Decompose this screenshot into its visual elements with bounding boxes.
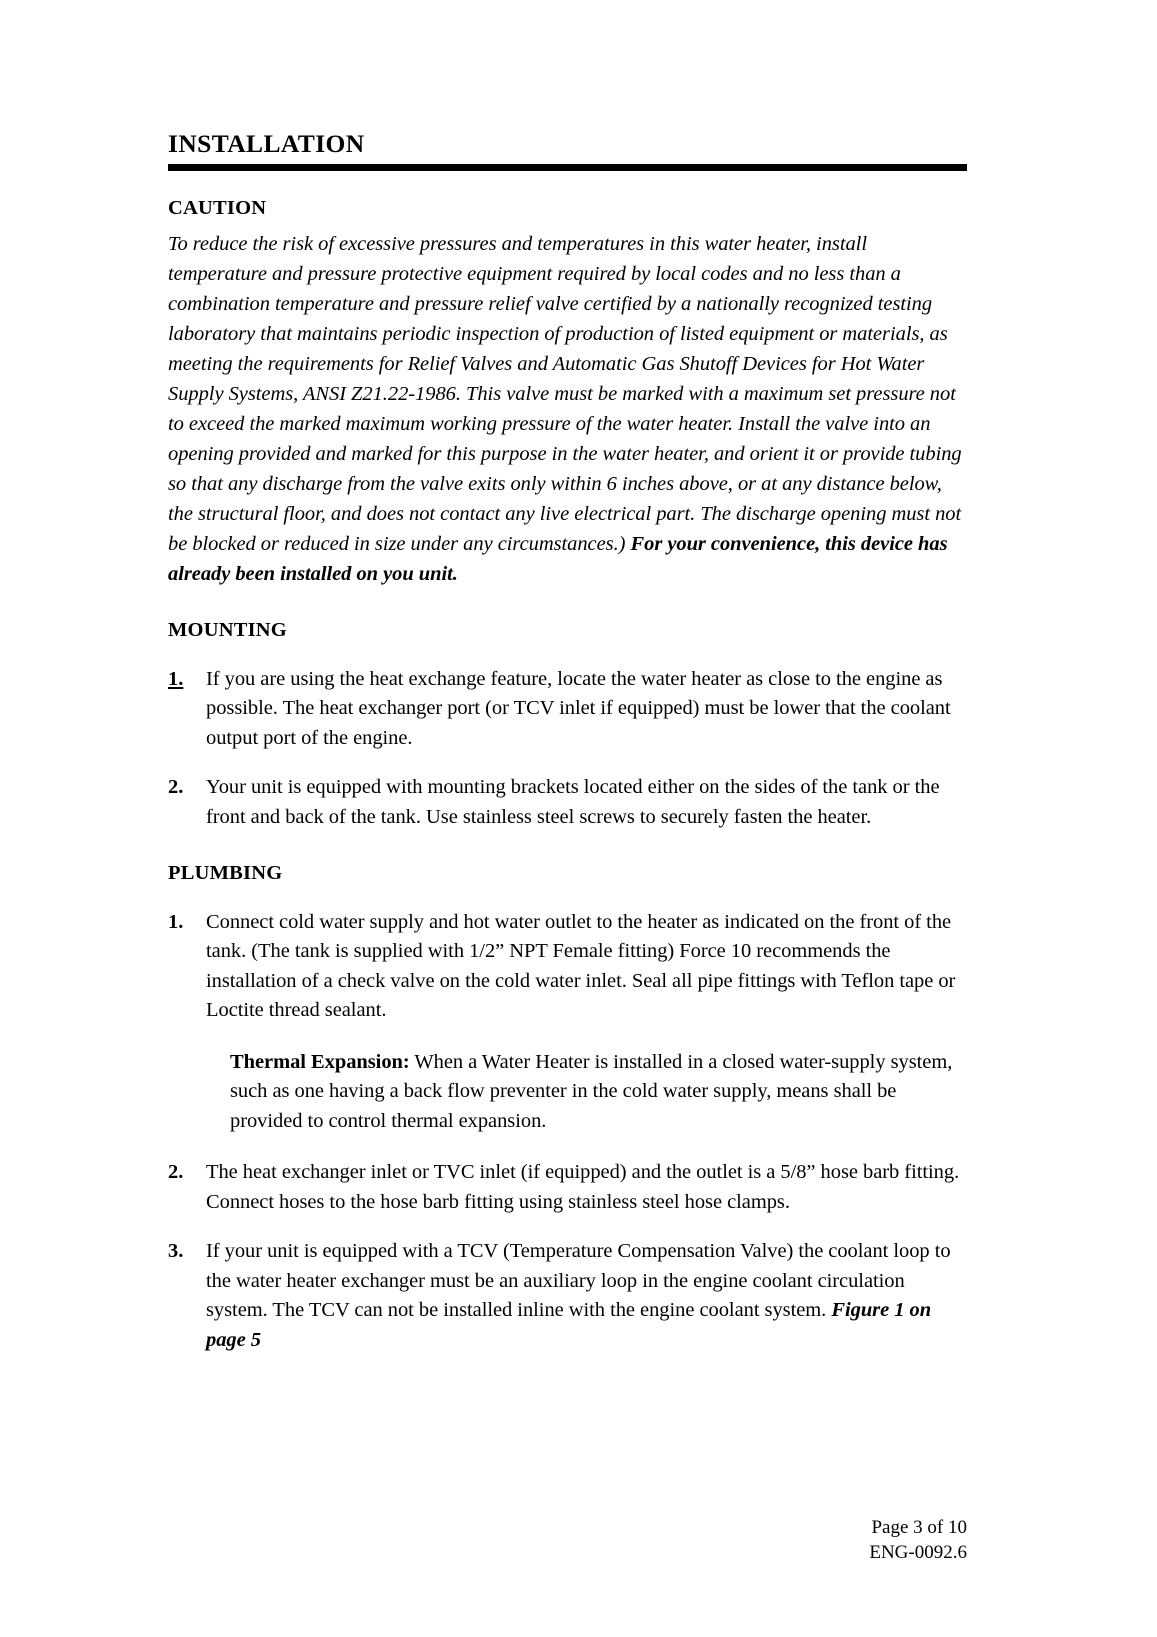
list-item (168, 665, 967, 754)
list-item-text: If you are using the heat exchange feature, locate the water heater as close to the engine as possible. The heat exchanger port (or TCV inlet if equipped) must be lower that the coolant output port of the engine. (206, 667, 951, 749)
section-heading-plumbing: PLUMBING (168, 862, 283, 885)
list-item-text: The heat exchanger inlet or TVC inlet (if equipped) and the outlet is a 5/8” hose barb fitting. Connect hoses to the hose barb fitting using stainless steel hose clamps. (206, 1161, 960, 1213)
thermal-expansion-text: When a Water Heater is installed in a closed water-supply system, such as one having a back flow preventer in the cold water supply, means shall be provided to control thermal expansion. (230, 1050, 953, 1132)
footer-doc-code: ENG-0092.6 (869, 1541, 967, 1563)
section-heading-caution: CAUTION (168, 197, 267, 220)
list-item (168, 1158, 967, 1217)
list-item (168, 1237, 967, 1355)
footer-page-number: Page 3 of 10 (871, 1516, 967, 1538)
list-item-marker: 1. (168, 910, 184, 933)
caution-body-text: To reduce the risk of excessive pressures and temperatures in this water heater, install temperature and pressure protective equipment required by local codes and no less than a combination temperature and pressure relief valve certified by a nationally recognized testing laboratory that maintains periodic inspection of production of listed equipment or materials, as meeting the requirements for Relief Valves and Automatic Gas Shutoff Devices for Hot Water Supply Systems, ANSI Z21.22-1986. This valve must be marked with a maximum set pressure not to exceed the marked maximum working pressure of the water heater. Install the valve into an opening provided and marked for this purpose in the water heater, and orient it or provide tubing so that any discharge from the valve exits only within 6 inches above, or at any distance below, the structural floor, and does not contact any live electrical part. The discharge opening must not be blocked or reduced in size under any circumstances.) (168, 232, 962, 555)
list-item-marker: 2. (168, 776, 184, 799)
list-item-body: If your unit is equipped with a TCV (Temperature Compensation Valve) the coolant loop to the water heater exchanger must be an auxiliary loop in the engine coolant circulation system. The TCV can not be installed inline with the engine coolant system. (206, 1240, 951, 1322)
page-title: INSTALLATION (168, 129, 365, 158)
caution-emphasis-text: For your convenience, this device has already been installed on you unit. (168, 532, 948, 585)
list-item-text (206, 1237, 967, 1355)
list-item-marker: 1. (168, 667, 184, 690)
figure-reference: Figure 1 on page 5 (206, 1299, 932, 1351)
list-item (168, 908, 967, 1026)
thermal-expansion-note (230, 1048, 967, 1137)
list-item-text: Your unit is equipped with mounting brackets located either on the sides of the tank or the front and back of the tank. Use stainless steel screws to securely fasten the heater. (206, 776, 940, 828)
page-footer (869, 1515, 967, 1565)
list-item-marker: 3. (168, 1240, 184, 1263)
section-heading-mounting: MOUNTING (168, 618, 287, 641)
list-item-marker: 2. (168, 1161, 184, 1184)
caution-paragraph (168, 229, 967, 589)
thermal-expansion-label: Thermal Expansion: (230, 1050, 410, 1073)
list-item (168, 773, 967, 832)
title-divider (168, 164, 967, 171)
plumbing-list-continued (168, 1158, 967, 1355)
plumbing-list (168, 908, 967, 1026)
mounting-list (168, 665, 967, 833)
list-item-text: Connect cold water supply and hot water outlet to the heater as indicated on the front of the tank. (The tank is supplied with 1/2” NPT Female fitting) Force 10 recommends the installation of a check valve on the cold water inlet. Seal all pipe fittings with Teflon tape or Loctite thread sealant. (206, 910, 956, 1022)
